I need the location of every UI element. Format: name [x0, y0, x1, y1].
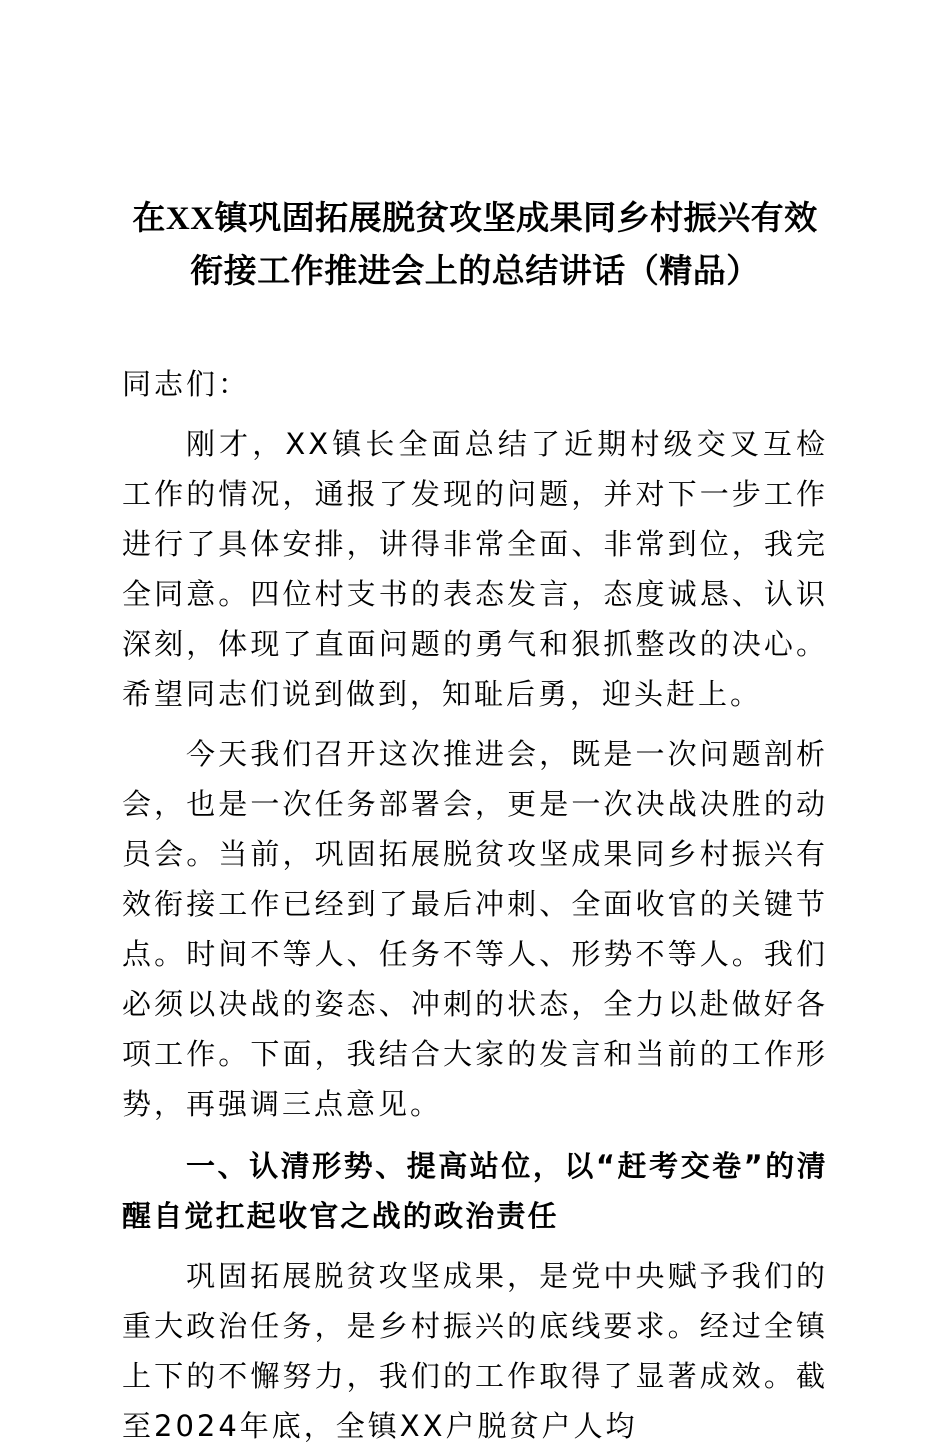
paragraph-meeting-purpose: 今天我们召开这次推进会，既是一次问题剖析会，也是一次任务部署会，更是一次决战决胜的动员会。当前，巩固拓展脱贫攻坚成果同乡村振兴有效衔接工作已经到了最后冲刺、全面收官的关键节点。时间不等人、任务不等人、形势不等人。我们必须以决战的姿态、冲刺的状态，全力以赴做好各项工作。下面，我结合大家的发言和当前的工作形势，再强调三点意见。: [122, 737, 828, 1121]
section-heading-one: 一、认清形势、提高站位，以“赶考交卷”的清醒自觉扛起收官之战的政治责任: [122, 1149, 828, 1233]
salutation: 同志们：: [122, 367, 251, 401]
document-body: [122, 0, 828, 1451]
paragraph-opening-remarks: 刚才，XX镇长全面总结了近期村级交叉互检工作的情况，通报了发现的问题，并对下一步工作进行了具体安排，讲得非常全面、非常到位，我完全同意。四位村支书的表态发言，态度诚恳、认识深刻，体现了直面问题的勇气和狠抓整改的决心。希望同志们说到做到，知耻后勇，迎头赶上。: [122, 427, 828, 711]
paragraph-section-one-body: 巩固拓展脱贫攻坚成果，是党中央赋予我们的重大政治任务，是乡村振兴的底线要求。经过全镇上下的不懈努力，我们的工作取得了显著成效。截至2024年底，全镇XX户脱贫户人均: [122, 1259, 828, 1443]
page-title: 在XX镇巩固拓展脱贫攻坚成果同乡村振兴有效衔接工作推进会上的总结讲话（精品）: [132, 201, 818, 290]
